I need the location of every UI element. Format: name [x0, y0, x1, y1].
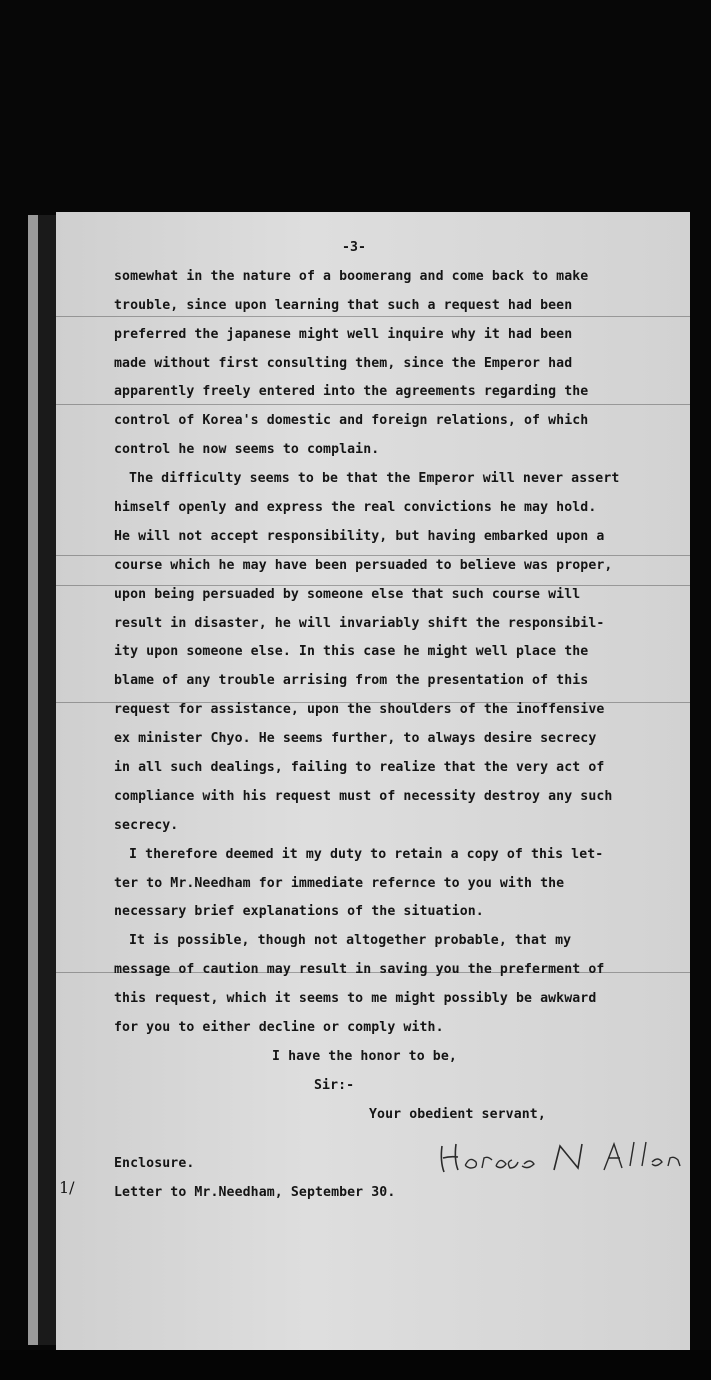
film-edge-shadow: [38, 215, 56, 1345]
handwritten-signature: [434, 1136, 684, 1176]
body-line: course which he may have been persuaded to believe was proper,: [114, 557, 613, 573]
margin-mark: 1/: [59, 1178, 75, 1197]
body-line: He will not accept responsibility, but having embarked upon a: [114, 528, 605, 544]
body-line: upon being persuaded by someone else that such course will: [114, 586, 581, 602]
body-line: secrecy.: [114, 817, 179, 833]
body-line: somewhat in the nature of a boomerang and come back to make: [114, 268, 589, 284]
page-number: -3-: [341, 240, 367, 255]
body-line: himself openly and express the real convictions he may hold.: [114, 500, 597, 516]
body-line: ex minister Chyo. He seems further, to always desire secrecy: [114, 731, 597, 747]
film-edge: [28, 215, 38, 1345]
body-line: I therefore deemed it my duty to retain a copy of this let-: [129, 846, 604, 862]
body-line: result in disaster, he will invariably shift the responsibil-: [114, 615, 605, 631]
body-line: trouble, since upon learning that such a request had been: [114, 297, 573, 313]
body-line: control he now seems to complain.: [114, 442, 380, 458]
enclosure-label: Enclosure.: [114, 1155, 195, 1171]
film-bottom-edge: [0, 1350, 711, 1380]
body-line: ter to Mr.Needham for immediate refernce to you with the: [114, 875, 565, 891]
body-line: ity upon someone else. In this case he might well place the: [114, 644, 589, 660]
body-line: blame of any trouble arrising from the presentation of this: [114, 673, 589, 689]
body-line: made without first consulting them, since the Emperor had: [114, 355, 573, 371]
closing-servant: Your obedient servant,: [369, 1106, 546, 1122]
body-line: The difficulty seems to be that the Emperor will never assert: [129, 471, 620, 487]
body-line: necessary brief explanations of the situation.: [114, 904, 484, 920]
closing-sir: Sir:-: [314, 1077, 355, 1093]
enclosure-item: Letter to Mr.Needham, September 30.: [114, 1184, 396, 1200]
body-line: apparently freely entered into the agreements regarding the: [114, 384, 589, 400]
letter-page: [56, 212, 690, 1350]
body-line: compliance with his request must of necessity destroy any such: [114, 788, 613, 804]
body-line: in all such dealings, failing to realize that the very act of: [114, 760, 605, 776]
body-line: request for assistance, upon the shoulders of the inoffensive: [114, 702, 605, 718]
body-line: this request, which it seems to me might possibly be awkward: [114, 991, 597, 1007]
body-line: control of Korea's domestic and foreign relations, of which: [114, 413, 589, 429]
body-line: It is possible, though not altogether probable, that my: [129, 933, 572, 949]
body-line: message of caution may result in saving you the preferment of: [114, 962, 605, 978]
letter-body: [114, 234, 674, 1207]
body-line: for you to either decline or comply with.: [114, 1020, 444, 1036]
closing-honor: I have the honor to be,: [272, 1048, 457, 1064]
body-line: preferred the japanese might well inquire why it had been: [114, 326, 573, 342]
